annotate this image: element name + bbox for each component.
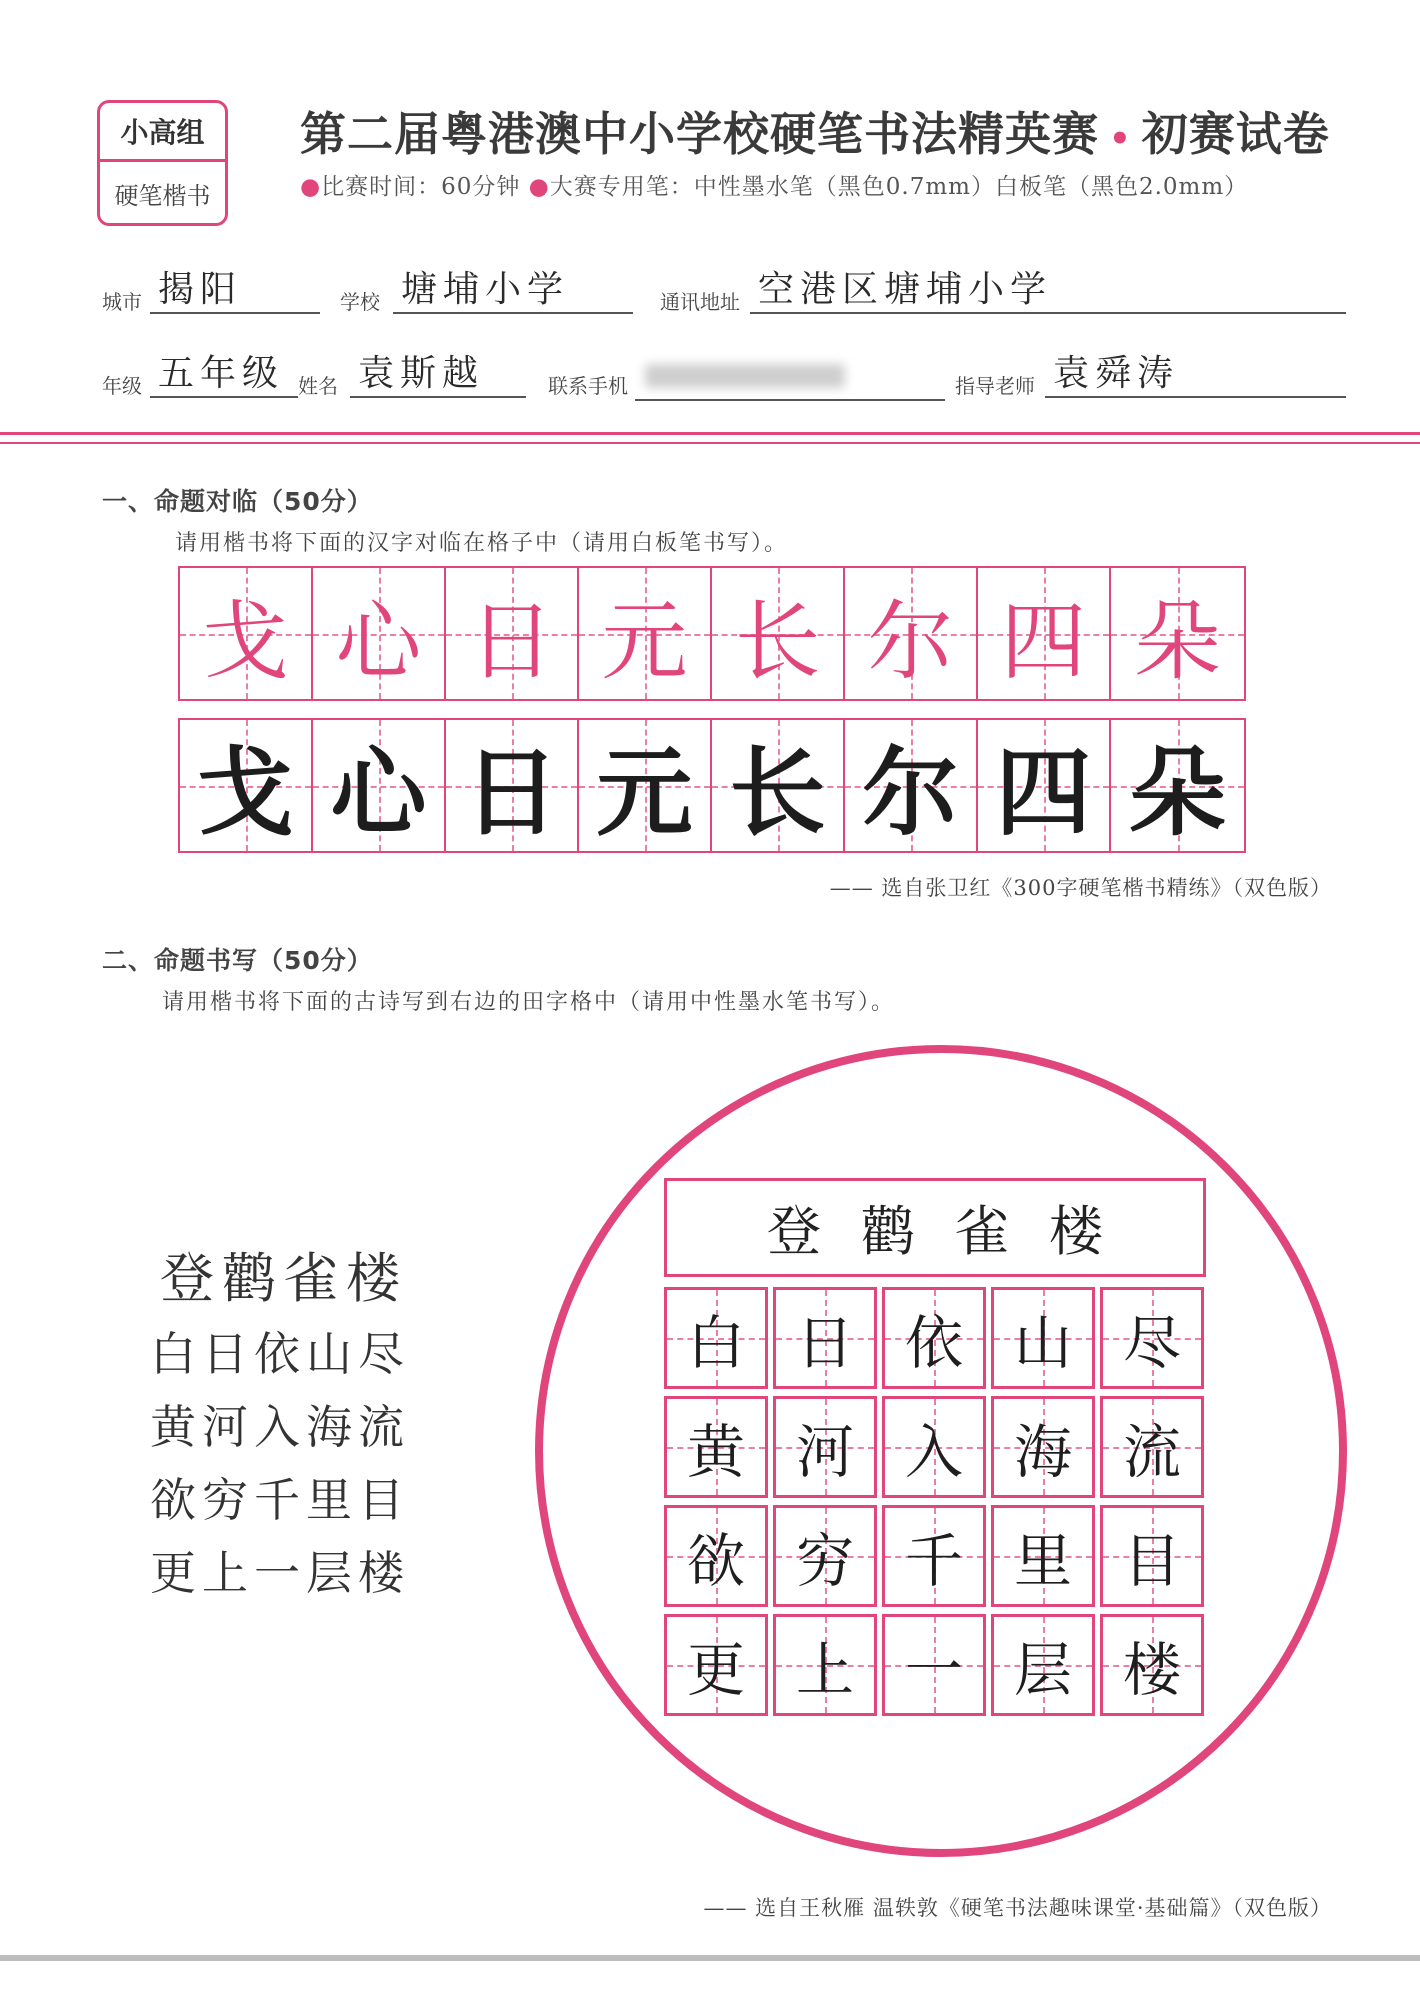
model-char: 朵 (1134, 591, 1221, 692)
grade-field[interactable]: 五年级 (150, 352, 298, 398)
section2-title: 二、命题书写（50分） (102, 946, 373, 975)
copy-char: 日 (463, 737, 560, 849)
city-label: 城市 (102, 290, 142, 314)
written-char: 楼 (1122, 1636, 1181, 1704)
title-main: 第二届粤港澳中小学校硬笔书法精英赛 (300, 107, 1099, 161)
divider-line (0, 432, 1420, 435)
grade-label: 年级 (102, 374, 142, 398)
group-label: 小高组 (100, 103, 225, 162)
redacted-phone (645, 364, 845, 388)
poem-cell[interactable] (991, 1505, 1095, 1607)
copy-char: 朵 (1129, 737, 1226, 849)
poem-cell[interactable] (773, 1505, 877, 1607)
poem-cell[interactable] (773, 1396, 877, 1498)
copy-cell[interactable] (1111, 720, 1244, 851)
bottom-border (0, 1955, 1420, 1961)
copy-cell[interactable] (978, 720, 1111, 851)
model-cell (313, 568, 446, 699)
copy-char: 戈 (197, 737, 294, 849)
exam-pens: 大赛专用笔：中性墨水笔（黑色0.7mm）白板笔（黑色2.0mm） (549, 174, 1249, 200)
copy-cell[interactable] (313, 720, 446, 851)
written-char: 依 (904, 1309, 963, 1377)
written-char: 日 (795, 1309, 854, 1377)
poem-grid-row (664, 1287, 1206, 1389)
bullet-icon: ● (528, 174, 550, 200)
title-sub: 初赛试卷 (1141, 107, 1330, 161)
written-char: 海 (1013, 1418, 1072, 1486)
copy-grid (178, 718, 1246, 853)
poem-reference (150, 1240, 410, 1610)
section1-title: 一、命题对临（50分） (102, 487, 373, 516)
written-char: 河 (795, 1418, 854, 1486)
name-field[interactable]: 袁斯越 (350, 352, 526, 398)
written-char: 层 (1013, 1636, 1072, 1704)
poem-grid-row (664, 1505, 1206, 1607)
poem-cell[interactable] (991, 1614, 1095, 1716)
written-char: 一 (904, 1636, 963, 1704)
model-char: 尔 (867, 591, 954, 692)
section1-instruction: 请用楷书将下面的汉字对临在格子中（请用白板笔书写）。 (175, 531, 789, 556)
poem-cell[interactable] (882, 1396, 986, 1498)
copy-cell[interactable] (579, 720, 712, 851)
model-cell (712, 568, 845, 699)
copy-cell[interactable] (845, 720, 978, 851)
phone-field[interactable] (635, 352, 945, 401)
written-title-box[interactable] (664, 1178, 1206, 1277)
poem-cell[interactable] (1100, 1614, 1204, 1716)
poem-cell[interactable] (991, 1287, 1095, 1389)
model-grid (178, 566, 1246, 701)
written-title: 登鹳雀楼 (767, 1200, 1143, 1263)
poem-grid-row (664, 1614, 1206, 1716)
poem-grid-row (664, 1396, 1206, 1498)
copy-cell[interactable] (180, 720, 313, 851)
model-char: 心 (335, 591, 422, 692)
poem-cell[interactable] (664, 1614, 768, 1716)
model-char: 日 (468, 591, 555, 692)
poem-cell[interactable] (664, 1396, 768, 1498)
teacher-field[interactable]: 袁舜涛 (1045, 352, 1346, 398)
divider-line (0, 442, 1420, 444)
written-char: 欲 (686, 1527, 745, 1595)
copy-char: 尔 (862, 737, 959, 849)
group-category-box (97, 100, 228, 226)
model-cell (1111, 568, 1244, 699)
poem-title: 登鹳雀楼 (160, 1247, 408, 1310)
written-char: 尽 (1122, 1309, 1181, 1377)
exam-time: 比赛时间：60分钟 (321, 174, 521, 200)
city-field[interactable]: 揭阳 (150, 268, 320, 314)
poem-cell[interactable] (664, 1505, 768, 1607)
address-field[interactable]: 空港区塘埔小学 (750, 268, 1346, 314)
name-label: 姓名 (298, 374, 338, 398)
poem-cell[interactable] (991, 1396, 1095, 1498)
teacher-label: 指导老师 (955, 374, 1035, 398)
poem-cell[interactable] (664, 1287, 768, 1389)
section1-source: —— 选自张卫红《300字硬笔楷书精练》（双色版） (829, 876, 1332, 900)
written-char: 穷 (795, 1527, 854, 1595)
written-char: 黄 (686, 1418, 745, 1486)
bullet-icon: ● (300, 174, 322, 200)
model-cell (180, 568, 313, 699)
school-label: 学校 (340, 290, 380, 314)
model-char: 长 (734, 591, 821, 692)
poem-cell[interactable] (773, 1614, 877, 1716)
poem-cell[interactable] (773, 1287, 877, 1389)
poem-cell[interactable] (1100, 1287, 1204, 1389)
copy-char: 心 (330, 737, 427, 849)
poem-cell[interactable] (882, 1614, 986, 1716)
poem-line: 白日依山尽 (150, 1327, 410, 1381)
exam-info (300, 168, 1248, 201)
title-dot: • (1109, 119, 1132, 159)
copy-char: 长 (729, 737, 826, 849)
model-cell (579, 568, 712, 699)
model-cell (446, 568, 579, 699)
copy-cell[interactable] (712, 720, 845, 851)
copy-char: 四 (995, 737, 1092, 849)
poem-line: 更上一层楼 (150, 1546, 410, 1600)
poem-cell[interactable] (1100, 1396, 1204, 1498)
phone-label: 联系手机 (548, 374, 628, 398)
model-char: 戈 (202, 591, 289, 692)
written-char: 山 (1013, 1309, 1072, 1377)
poem-cell[interactable] (1100, 1505, 1204, 1607)
poem-line: 黄河入海流 (150, 1400, 410, 1454)
written-char: 入 (904, 1418, 963, 1486)
written-char: 流 (1122, 1418, 1181, 1486)
address-label: 通讯地址 (660, 290, 740, 314)
page-title (300, 98, 1330, 164)
section2-instruction: 请用楷书将下面的古诗写到右边的田字格中（请用中性墨水笔书写）。 (162, 990, 896, 1015)
written-char: 目 (1122, 1527, 1181, 1595)
model-char: 四 (1000, 591, 1087, 692)
written-char: 千 (904, 1527, 963, 1595)
written-char: 上 (795, 1636, 854, 1704)
poem-line: 欲穷千里目 (150, 1473, 410, 1527)
poem-cell[interactable] (882, 1287, 986, 1389)
copy-char: 元 (596, 737, 693, 849)
written-char: 白 (686, 1309, 745, 1377)
written-char: 里 (1013, 1527, 1072, 1595)
model-cell (845, 568, 978, 699)
model-cell (978, 568, 1111, 699)
model-char: 元 (601, 591, 688, 692)
school-field[interactable]: 塘埔小学 (393, 268, 633, 314)
written-char: 更 (686, 1636, 745, 1704)
poem-cell[interactable] (882, 1505, 986, 1607)
copy-cell[interactable] (446, 720, 579, 851)
section2-source: —— 选自王秋雁 温轶敦《硬笔书法趣味课堂·基础篇》（双色版） (703, 1896, 1332, 1920)
category-label: 硬笔楷书 (114, 181, 211, 210)
poem-grid (664, 1287, 1206, 1723)
